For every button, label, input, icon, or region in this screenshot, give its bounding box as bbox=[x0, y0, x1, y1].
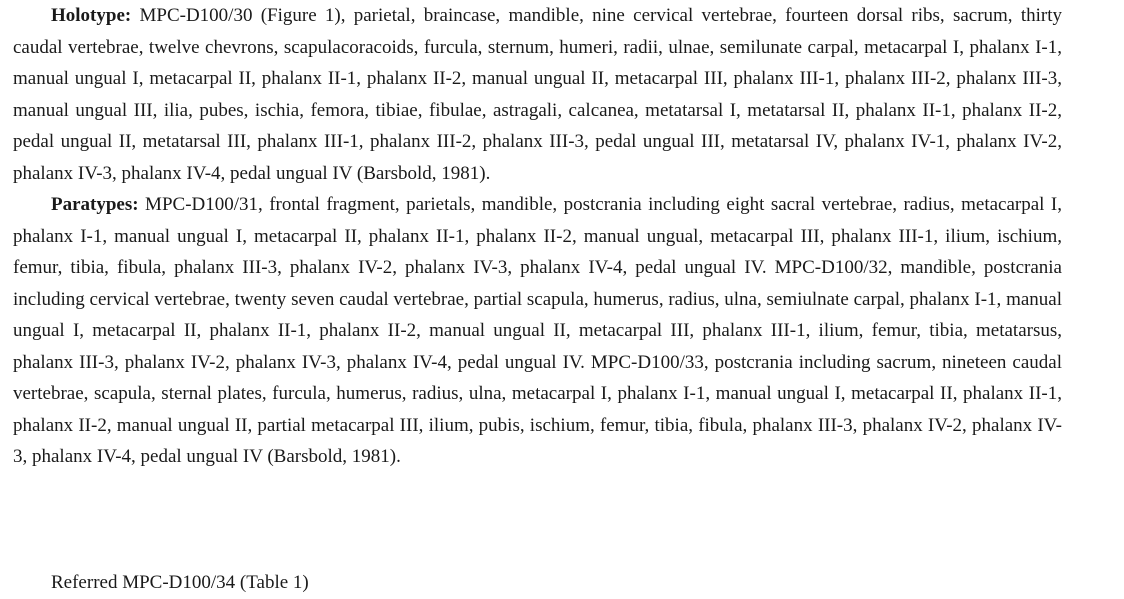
holotype-paragraph bbox=[13, 0, 1062, 189]
next-paragraph-partial: Referred MPC-D100/34 (Table 1) bbox=[51, 572, 309, 593]
holotype-term: Holotype: bbox=[51, 5, 132, 26]
document-body bbox=[13, 0, 1062, 473]
paratypes-paragraph bbox=[13, 189, 1062, 473]
paratypes-term: Paratypes: bbox=[51, 194, 139, 215]
paratypes-text: MPC-D100/31, frontal fragment, parietals, mandible, postcrania including eight sacral vertebrae, radius, metacarpal I, phalanx I-1, manual ungual I, metacarpal II, phalanx II-1, phalanx II-2, manual ungual, metacarpal III, phalanx III-1, ilium, ischium, femur, tibia, fibula, phalanx III-3, phalanx IV-2, phalanx IV-3, phalanx IV-4, pedal ungual IV. MPC-D100/32, mandible, postcrania including cervical vertebrae, twenty seven caudal vertebrae, partial scapula, humerus, radius, ulna, semiulnate carpal, phalanx I-1, manual ungual I, metacarpal II, phalanx II-1, phalanx II-2, manual ungual II, metacarpal III, phalanx III-1, ilium, femur, tibia, metatarsus, phalanx III-3, phalanx IV-2, phalanx IV-3, phalanx IV-4, pedal ungual IV. MPC-D100/33, postcrania including sacrum, nineteen caudal vertebrae, scapula, sternal plates, furcula, humerus, radius, ulna, metacarpal I, phalanx I-1, manual ungual I, metacarpal II, phalanx II-1, phalanx II-2, manual ungual II, partial metacarpal III, ilium, pubis, ischium, femur, tibia, fibula, phalanx III-3, phalanx IV-2, phalanx IV-3, phalanx IV-4, pedal ungual IV (Barsbold, 1981). bbox=[13, 194, 1062, 467]
holotype-text: MPC-D100/30 (Figure 1), parietal, braincase, mandible, nine cervical vertebrae, fourteen dorsal ribs, sacrum, thirty caudal vertebrae, twelve chevrons, scapulacoracoids, furcula, sternum, humeri, radii, ulnae, semilunate carpal, metacarpal I, phalanx I-1, manual ungual I, metacarpal II, phalanx II-1, phalanx II-2, manual ungual II, metacarpal III, phalanx III-1, phalanx III-2, phalanx III-3, manual ungual III, ilia, pubes, ischia, femora, tibiae, fibulae, astragali, calcanea, metatarsal I, metatarsal II, phalanx II-1, phalanx II-2, pedal ungual II, metatarsal III, phalanx III-1, phalanx III-2, phalanx III-3, pedal ungual III, metatarsal IV, phalanx IV-1, phalanx IV-2, phalanx IV-3, phalanx IV-4, pedal ungual IV (Barsbold, 1981). bbox=[13, 5, 1062, 184]
